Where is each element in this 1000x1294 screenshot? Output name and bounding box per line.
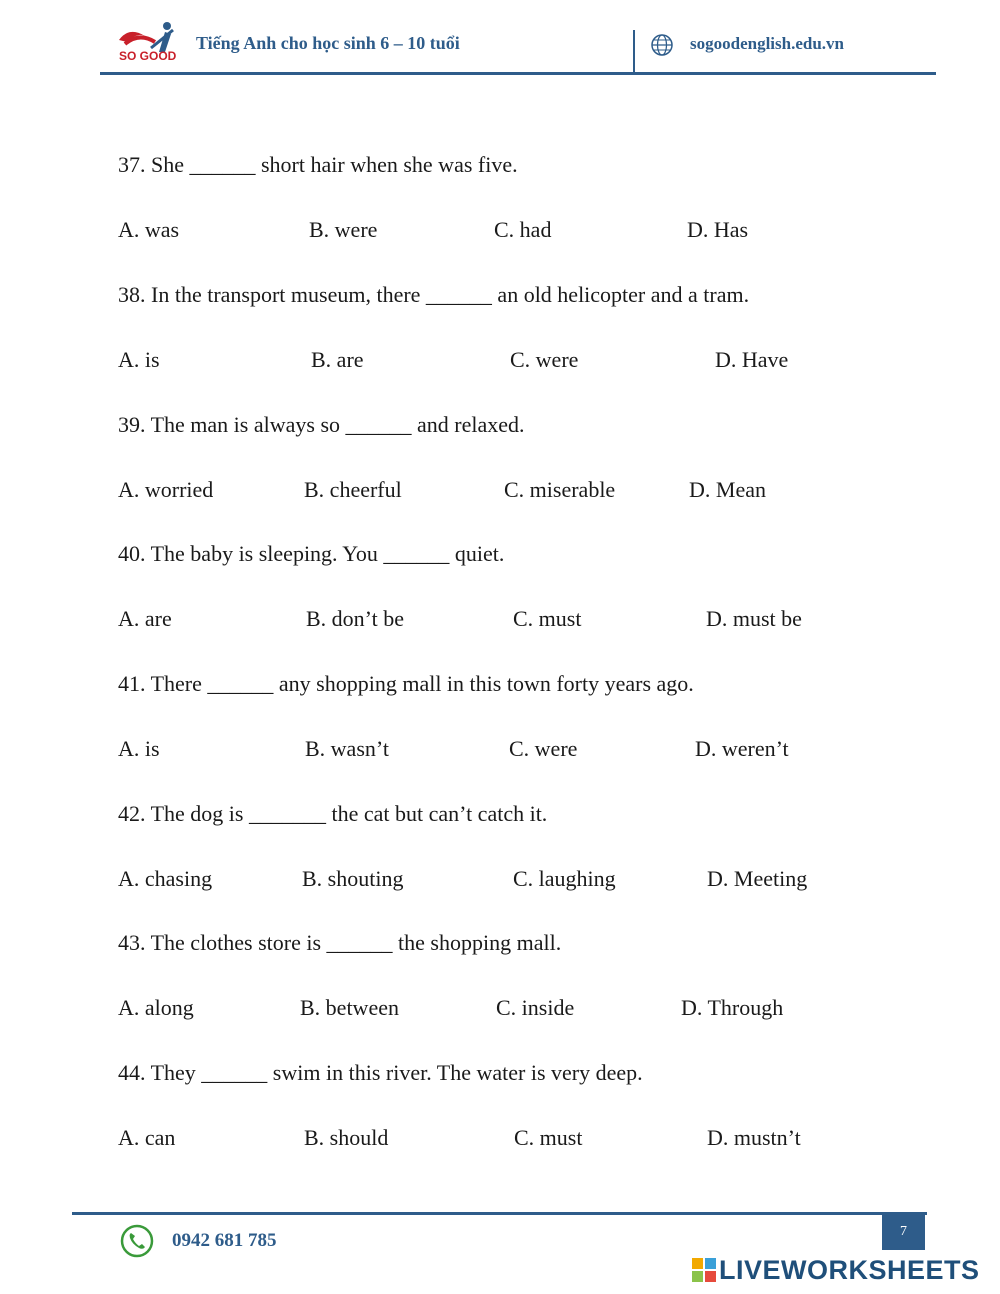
q42-option-b[interactable]: B. shouting	[302, 866, 404, 891]
liveworksheets-text: LIVEWORKSHEETS	[719, 1254, 980, 1285]
q42-option-c[interactable]: C. laughing	[513, 866, 616, 891]
question-42-stem: 42. The dog is _______ the cat but can’t catch it.	[118, 801, 548, 826]
q38-option-a[interactable]: A. is	[118, 347, 160, 372]
question-41-stem: 41. There ______ any shopping mall in this town forty years ago.	[118, 671, 694, 696]
q41-option-b[interactable]: B. wasn’t	[305, 736, 389, 761]
question-38-stem: 38. In the transport museum, there ______ an old helicopter and a tram.	[118, 282, 750, 307]
q39-option-c[interactable]: C. miserable	[504, 477, 616, 502]
logo-text: SO GOOD	[119, 49, 177, 63]
q39-option-d[interactable]: D. Mean	[689, 477, 766, 502]
website-link[interactable]: sogoodenglish.edu.vn	[690, 34, 844, 53]
globe-icon	[650, 33, 674, 57]
question-43-stem: 43. The clothes store is ______ the shopping mall.	[118, 930, 562, 955]
q44-option-d[interactable]: D. mustn’t	[707, 1125, 801, 1150]
page-header	[0, 0, 1000, 80]
q43-option-b[interactable]: B. between	[300, 995, 399, 1020]
q40-option-a[interactable]: A. are	[118, 606, 172, 631]
page-number: 7	[882, 1213, 925, 1250]
q39-option-b[interactable]: B. cheerful	[304, 477, 402, 502]
header-rule	[100, 72, 936, 75]
q38-option-c[interactable]: C. were	[510, 347, 579, 372]
header-divider	[633, 30, 635, 74]
header-tagline: Tiếng Anh cho học sinh 6 – 10 tuổi	[196, 33, 460, 53]
q44-option-c[interactable]: C. must	[514, 1125, 583, 1150]
question-37-stem: 37. She ______ short hair when she was five.	[118, 152, 518, 177]
q37-option-d[interactable]: D. Has	[687, 217, 749, 242]
footer-rule	[72, 1212, 927, 1215]
question-40-stem: 40. The baby is sleeping. You ______ quiet.	[118, 541, 505, 566]
q43-option-c[interactable]: C. inside	[496, 995, 575, 1020]
q42-option-a[interactable]: A. chasing	[118, 866, 213, 891]
q41-option-a[interactable]: A. is	[118, 736, 160, 761]
q42-option-d[interactable]: D. Meeting	[707, 866, 808, 891]
q39-option-a[interactable]: A. worried	[118, 477, 214, 502]
q41-option-c[interactable]: C. were	[509, 736, 578, 761]
liveworksheets-brand[interactable]	[692, 1254, 980, 1286]
q38-option-d[interactable]: D. Have	[715, 347, 789, 372]
question-44-stem: 44. They ______ swim in this river. The water is very deep.	[118, 1060, 643, 1085]
q40-option-b[interactable]: B. don’t be	[306, 606, 404, 631]
phone-icon	[120, 1224, 154, 1258]
q44-option-a[interactable]: A. can	[118, 1125, 176, 1150]
q41-option-d[interactable]: D. weren’t	[695, 736, 789, 761]
q40-option-c[interactable]: C. must	[513, 606, 582, 631]
q43-option-a[interactable]: A. along	[118, 995, 194, 1020]
q40-option-d[interactable]: D. must be	[706, 606, 802, 631]
liveworksheets-logo-icon	[692, 1258, 716, 1282]
question-39-stem: 39. The man is always so ______ and relaxed.	[118, 412, 525, 437]
q37-option-a[interactable]: A. was	[118, 217, 180, 242]
q37-option-b[interactable]: B. were	[309, 217, 378, 242]
sogood-logo	[115, 18, 177, 68]
q37-option-c[interactable]: C. had	[494, 217, 552, 242]
phone-number: 0942 681 785	[172, 1230, 277, 1251]
q44-option-b[interactable]: B. should	[304, 1125, 389, 1150]
q43-option-d[interactable]: D. Through	[681, 995, 784, 1020]
q38-option-b[interactable]: B. are	[311, 347, 364, 372]
